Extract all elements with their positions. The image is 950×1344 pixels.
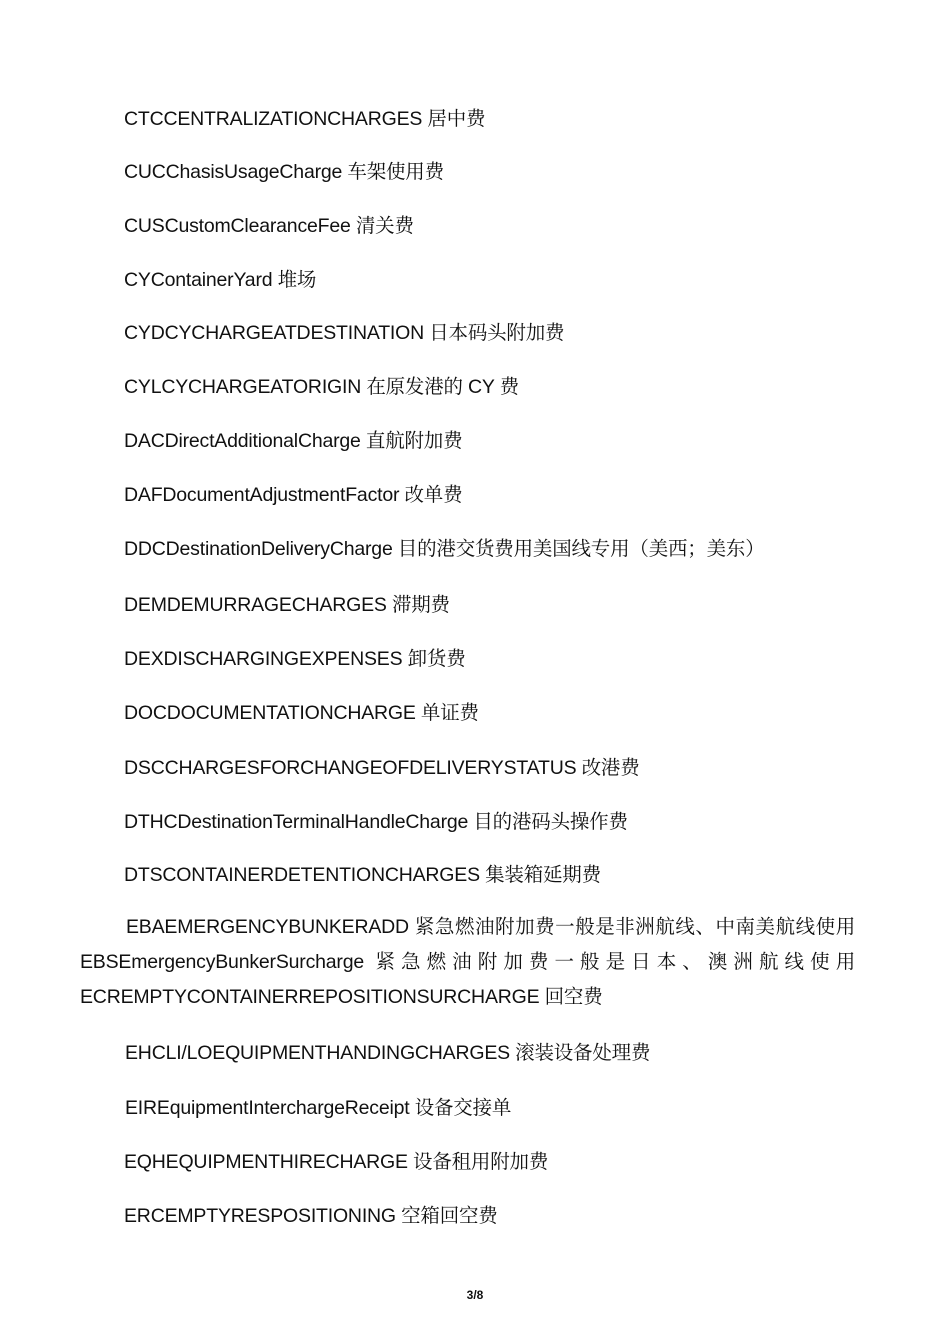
glossary-entry-cus: CUSCustomClearanceFee 清关费 bbox=[124, 215, 414, 237]
glossary-entry-erc: ERCEMPTYRESPOSITIONING 空箱回空费 bbox=[124, 1205, 498, 1227]
glossary-entry-cuc: CUCChasisUsageCharge 车架使用费 bbox=[124, 161, 444, 183]
glossary-entry-ehc: EHCLI/LOEQUIPMENTHANDINGCHARGES 滚装设备处理费 bbox=[125, 1042, 651, 1064]
glossary-entry-eqh: EQHEQUIPMENTHIRECHARGE 设备租用附加费 bbox=[124, 1151, 549, 1173]
glossary-entry-dts: DTSCONTAINERDETENTIONCHARGES 集装箱延期费 bbox=[124, 864, 601, 886]
glossary-entry-ddc: DDCDestinationDeliveryCharge 目的港交货费用美国线专用（美西；美东） bbox=[124, 538, 765, 560]
glossary-entry-dac: DACDirectAdditionalCharge 直航附加费 bbox=[124, 430, 463, 452]
glossary-entry-dsc: DSCCHARGESFORCHANGEOFDELIVERYSTATUS 改港费 bbox=[124, 757, 640, 779]
glossary-entry-dex: DEXDISCHARGINGEXPENSES 卸货费 bbox=[124, 648, 466, 670]
glossary-entry-dem: DEMDEMURRAGECHARGES 滞期费 bbox=[124, 594, 450, 616]
glossary-entry-cy: CYContainerYard 堆场 bbox=[124, 269, 317, 291]
glossary-paragraph-eba-ebs-ecr: EBAEMERGENCYBUNKERADD 紧急燃油附加费一般是非洲航线、中南美航线使用 EBSEmergencyBunkerSurcharge 紧急燃油附加费一般是日本、澳洲航线使用 ECREMPTYCONTAINERREPOSITIONSURCHARGE 回空费 bbox=[80, 916, 855, 1008]
glossary-entry-cyd: CYDCYCHARGEATDESTINATION 日本码头附加费 bbox=[124, 322, 565, 344]
page-number: 3/8 bbox=[466, 1288, 484, 1302]
glossary-entry-cyl: CYLCYCHARGEATORIGIN 在原发港的 CY 费 bbox=[124, 376, 519, 398]
glossary-entry-daf: DAFDocumentAdjustmentFactor 改单费 bbox=[124, 484, 463, 506]
glossary-entry-ctc: CTCCENTRALIZATIONCHARGES 居中费 bbox=[124, 108, 486, 130]
glossary-entry-doc: DOCDOCUMENTATIONCHARGE 单证费 bbox=[124, 702, 479, 724]
glossary-entry-eir: EIREquipmentInterchargeReceipt 设备交接单 bbox=[125, 1097, 512, 1119]
glossary-entry-dthc: DTHCDestinationTerminalHandleCharge 目的港码头操作费 bbox=[124, 811, 628, 833]
